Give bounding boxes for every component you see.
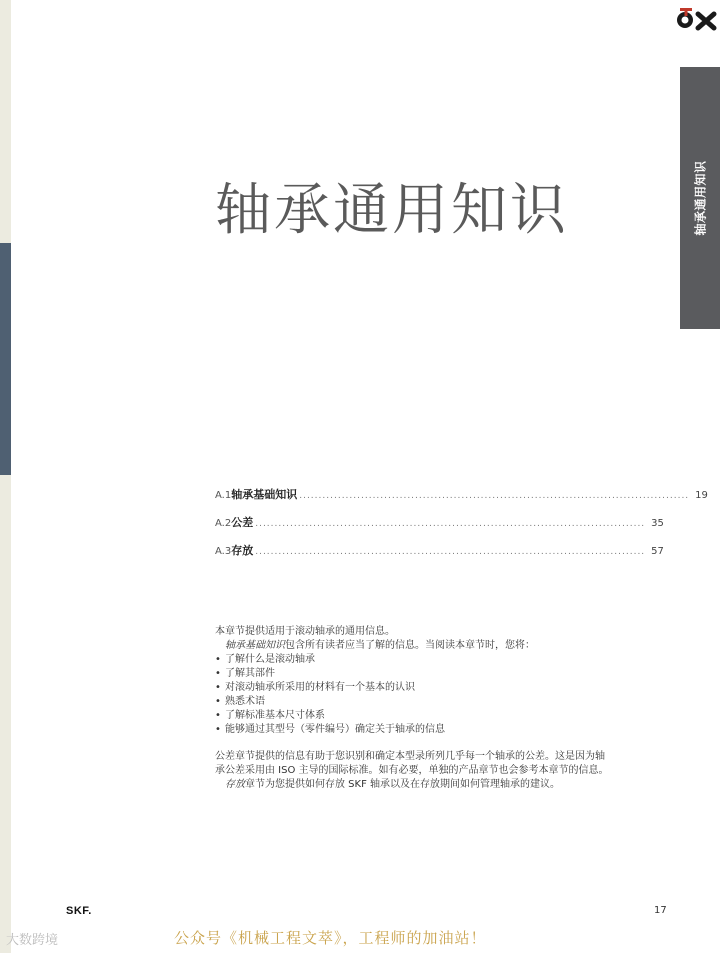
side-tab-label: 轴承通用知识 <box>693 160 708 236</box>
toc-row[interactable] <box>215 486 708 514</box>
chapter-intro-text <box>215 625 613 792</box>
list-item: • 熟悉术语 <box>215 695 613 709</box>
storage-paragraph <box>215 778 613 792</box>
page-title: 轴承通用知识 <box>215 178 569 243</box>
table-of-contents <box>215 486 708 570</box>
toc-leader-dots: ..................................................................................................... <box>255 547 646 557</box>
watermark-left: 大数跨境 <box>6 933 59 948</box>
list-item: • 对滚动轴承所采用的材料有一个基本的认识 <box>215 681 613 695</box>
toc-title: 存放 <box>231 544 254 557</box>
basics-paragraph <box>215 639 613 653</box>
left-accent-bar <box>0 243 11 475</box>
toc-title: 公差 <box>231 516 254 529</box>
toc-row[interactable] <box>215 542 664 570</box>
list-item: • 了解其部件 <box>215 667 613 681</box>
storage-emphasis: 存放 <box>225 779 245 790</box>
skf-brand-logo: SKF. <box>66 905 92 917</box>
otx-logo-icon <box>676 6 716 30</box>
storage-text: 章节为您提供如何存放 SKF 轴承以及在存放期间如何管理轴承的建议。 <box>245 779 561 790</box>
list-item: • 了解标准基本尺寸体系 <box>215 709 613 723</box>
basics-text: 包含所有读者应当了解的信息。当阅读本章节时，您将： <box>285 640 535 651</box>
toc-row[interactable] <box>215 514 664 542</box>
toc-page-number: 19 <box>695 490 708 501</box>
page-number: 17 <box>654 905 667 916</box>
list-item: • 能够通过其型号（零件编号）确定关于轴承的信息 <box>215 723 613 737</box>
left-margin-strip <box>0 0 11 953</box>
watermark-caption: 公众号《机械工程文萃》，工程师的加油站！ <box>174 929 487 947</box>
learning-list <box>215 653 613 737</box>
toc-number: A.3 <box>215 546 232 557</box>
toc-leader-dots: ..................................................................................................... <box>299 491 690 501</box>
toc-page-number: 35 <box>651 518 664 529</box>
toc-number: A.1 <box>215 490 232 501</box>
list-item: • 了解什么是滚动轴承 <box>215 653 613 667</box>
toc-page-number: 57 <box>651 546 664 557</box>
chapter-side-tab[interactable] <box>680 67 720 329</box>
basics-emphasis: 轴承基础知识 <box>225 640 285 651</box>
intro-paragraph: 本章节提供适用于滚动轴承的通用信息。 <box>215 626 395 637</box>
tolerance-paragraph: 公差章节提供的信息有助于您识别和确定本型录所列几乎每一个轴承的公差。这是因为轴承公差采用由 ISO 主导的国际标准。如有必要，单独的产品章节也会参考本章节的信息。 <box>215 751 609 776</box>
toc-leader-dots: ..................................................................................................... <box>255 519 646 529</box>
toc-number: A.2 <box>215 518 232 529</box>
toc-title: 轴承基础知识 <box>231 488 298 501</box>
